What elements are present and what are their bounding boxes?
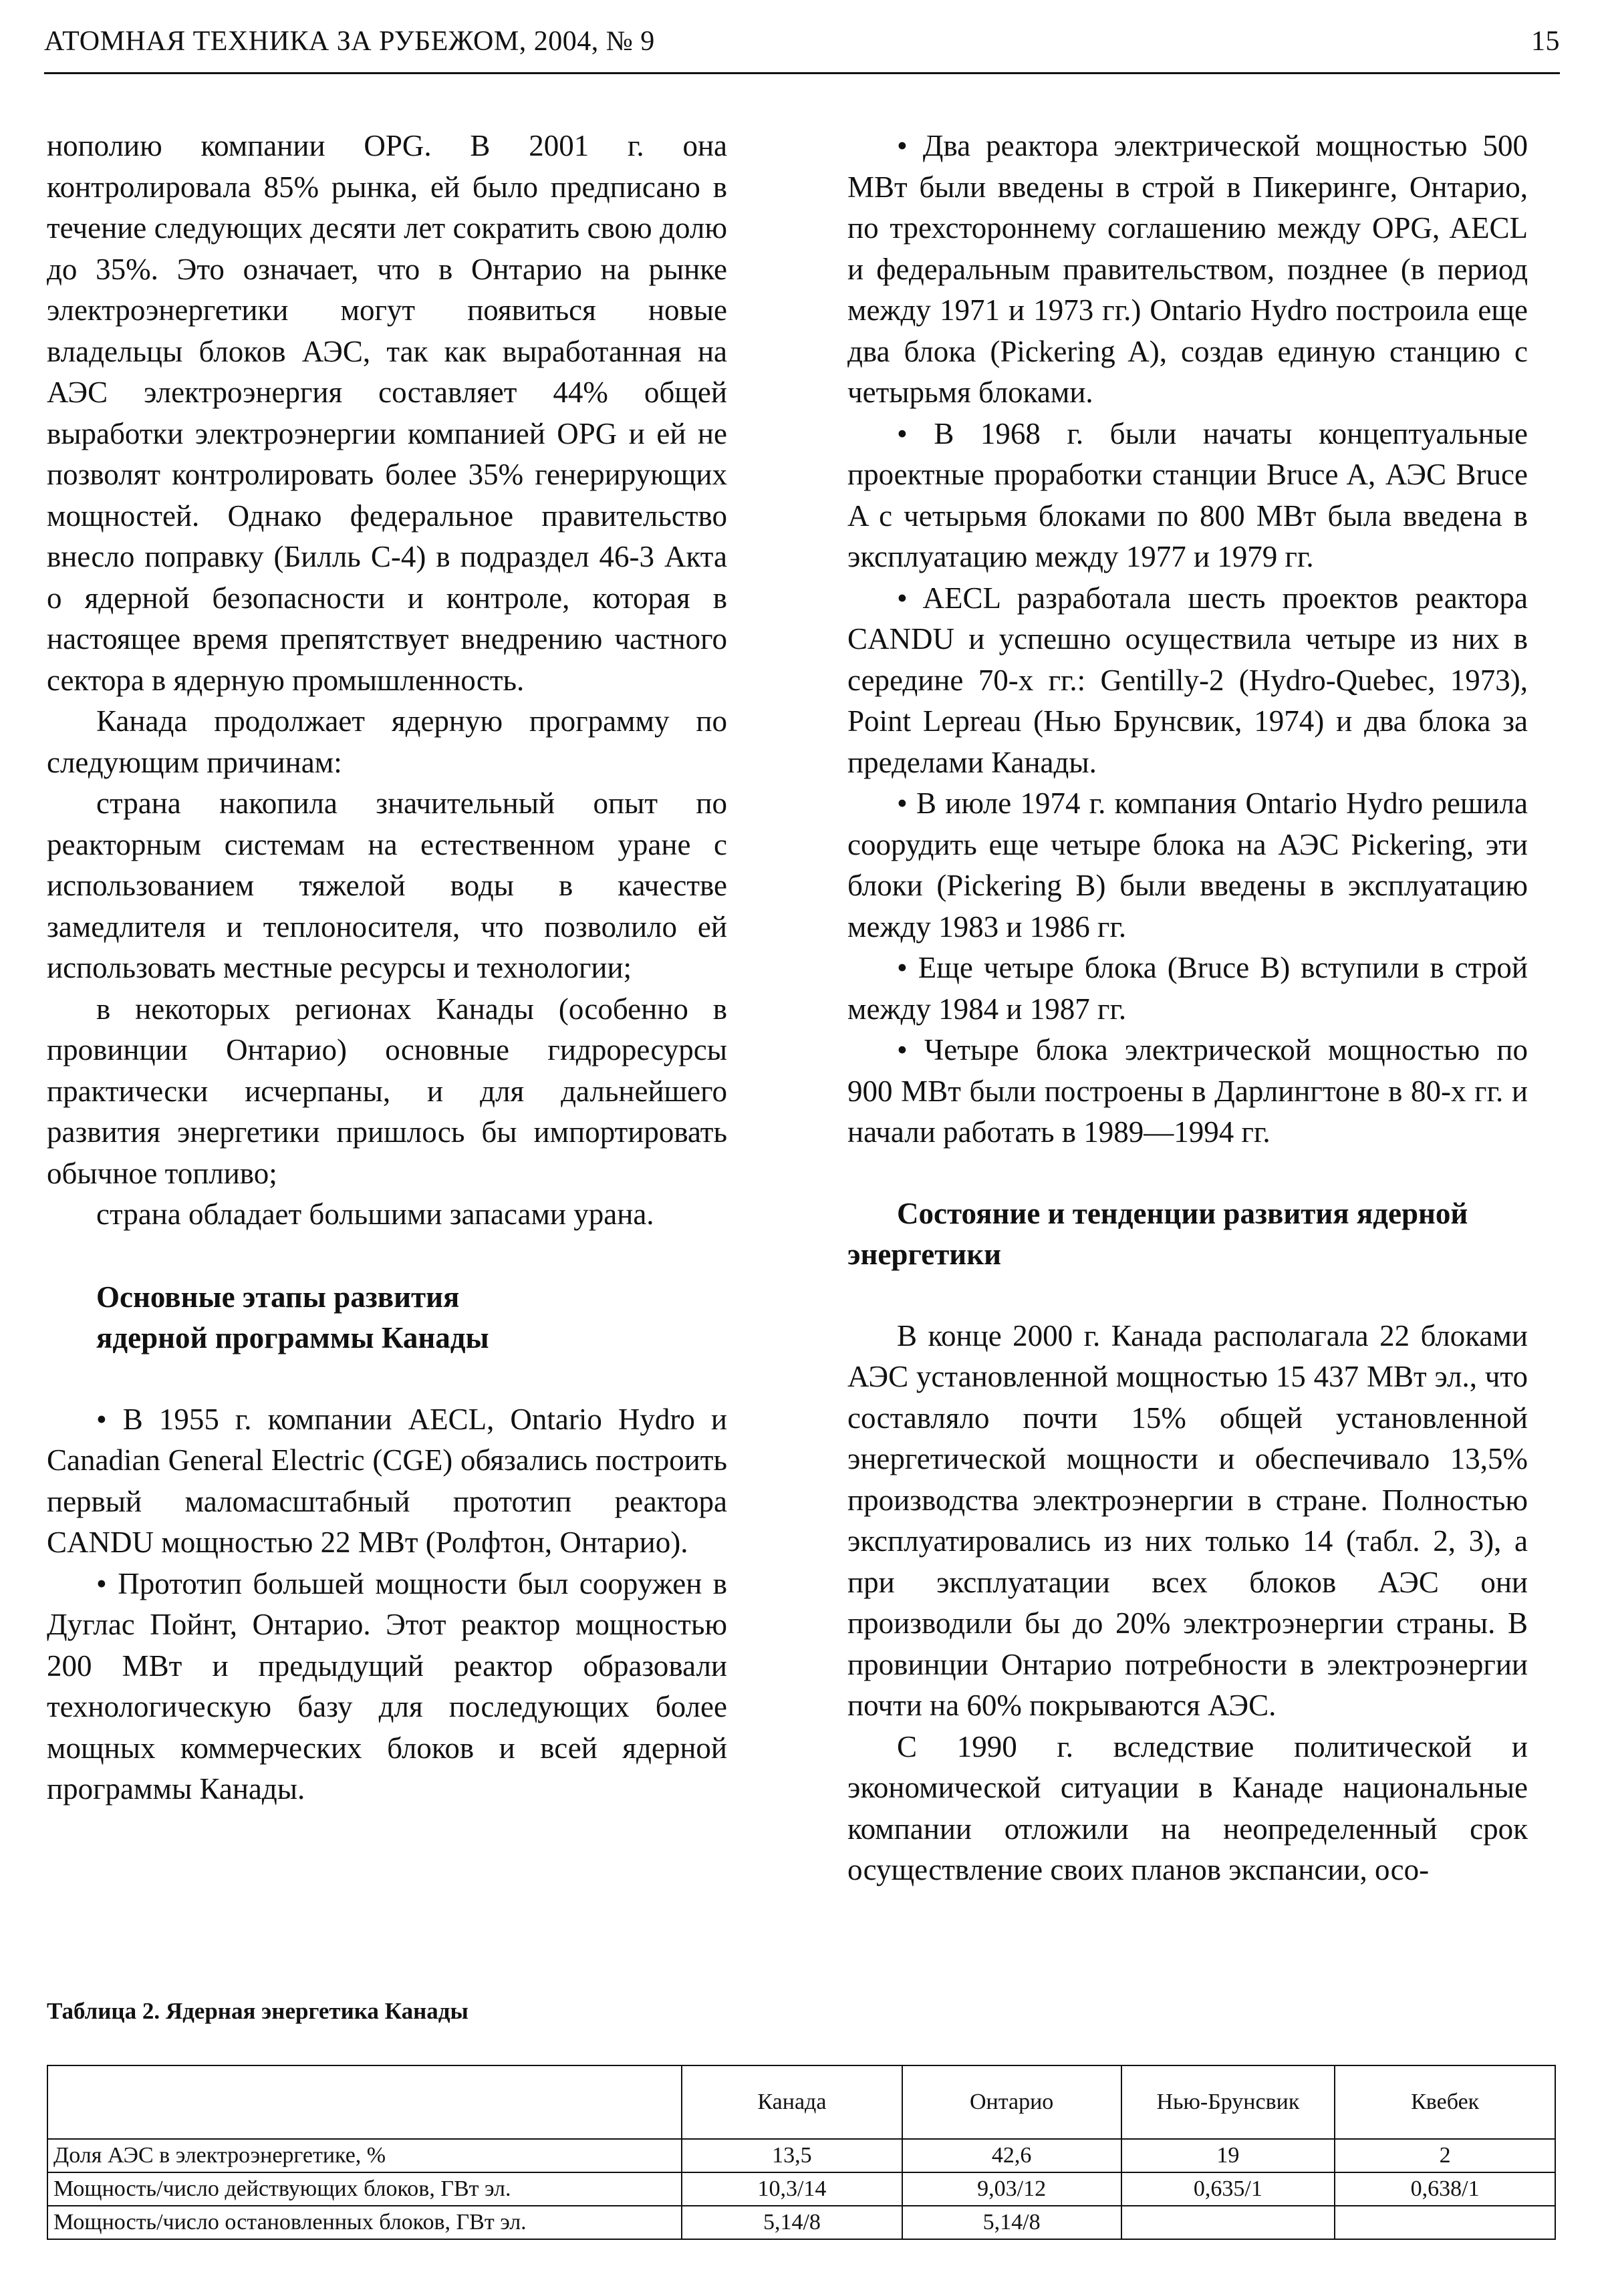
paragraph: нополию компании OPG. В 2001 г. она контролировала 85% рынка, ей было предписано в течение следующих десяти лет сократить свою долю до 35%. Это означает, что в Онтарио на рынке электроэнергетики могут появиться новые владельцы блоков АЭС, так как выработанная на АЭС электроэнергия составляет 44% общей выработки электроэнергии компанией OPG и ей не позволят контролировать более 35% генерирующих мощностей. Однако федеральное правительство внесло поправку (Билль С-4) в подраздел 46-3 Акта о ядерной безопасности и контроле, которая в настоящее время препятствует внедрению частного сектора в ядерную промышленность.	[47, 129, 727, 697]
table-cell: 5,14/8	[682, 2206, 902, 2239]
running-header	[44, 25, 1560, 74]
table-caption: Таблица 2. Ядерная энергетика Канады	[47, 1998, 469, 2024]
section-heading-line: ядерной программы Канады	[96, 1321, 489, 1354]
section-heading-line: Основные этапы развития	[96, 1280, 460, 1314]
bullet-item: • Два реактора электрической мощностью 500 МВт были введены в строй в Пикеринге, Онтарио, по трехстороннему соглашению между OPG, AECL и федеральным правительством, позднее (в период между 1971 и 1973 гг.) Ontario Hydro построила еще два блока (Pickering A), создав единую станцию с четырьмя блоками.	[847, 129, 1528, 409]
page-number: 15	[1531, 26, 1560, 57]
table-cell	[1335, 2206, 1555, 2239]
right-column	[847, 126, 1528, 1891]
row-label: Доля АЭС в электроэнергетике, %	[47, 2139, 682, 2172]
bullet-item: • AECL разработала шесть проектов реактора CANDU и успешно осуществила четыре из них в середине 70-х гг.: Gentilly-2 (Hydro-Quebec, 1973), Point Lepreau (Нью Брунсвик, 1974) и два блока за пределами Канады.	[847, 581, 1528, 779]
table-cell: 5,14/8	[902, 2206, 1121, 2239]
left-column	[47, 126, 727, 1810]
table-cell: 19	[1121, 2139, 1335, 2172]
list-item: страна накопила значительный опыт по реакторным системам на естественном уране с использованием тяжелой воды в качестве замедлителя и теплоносителя, что позволило ей использовать местные ресурсы и технологии;	[47, 786, 727, 984]
table-cell: 10,3/14	[682, 2172, 902, 2206]
paragraph: Канада продолжает ядерную программу по следующим причинам:	[47, 704, 727, 779]
list-item: в некоторых регионах Канады (особенно в провинции Онтарио) основные гидроресурсы практически исчерпаны, и для дальнейшего развития энергетики пришлось бы импортировать обычное топливо;	[47, 992, 727, 1190]
header-cell	[47, 2065, 682, 2139]
bullet-item: • Еще четыре блока (Bruce B) вступили в строй между 1984 и 1987 гг.	[847, 951, 1528, 1026]
table-cell: 42,6	[902, 2139, 1121, 2172]
bullet-item: • В июле 1974 г. компания Ontario Hydro решила соорудить еще четыре блока на АЭС Pickering, эти блоки (Pickering B) были введены в эксплуатацию между 1983 и 1986 гг.	[847, 786, 1528, 944]
table-cell: 0,635/1	[1121, 2172, 1335, 2206]
paragraph: В конце 2000 г. Канада располагала 22 блоками АЭС установленной мощностью 15 437 МВт эл., что составляло почти 15% общей установленной энергетической мощности и обеспечивало 13,5% производства электроэнергии в стране. Полностью эксплуатировались из них только 14 (табл. 2, 3), а при эксплуатации всех блоков АЭС они производили бы до 20% электроэнергии страны. В провинции Онтарио потребности в электроэнергии почти на 60% покрываются АЭС.	[847, 1318, 1528, 1722]
header-cell: Канада	[682, 2065, 902, 2139]
bullet-item: • В 1968 г. были начаты концептуальные проектные проработки станции Bruce A, АЭС Bruce A с четырьмя блоками по 800 МВт была введена в эксплуатацию между 1977 и 1979 гг.	[847, 416, 1528, 573]
header-cell: Онтарио	[902, 2065, 1121, 2139]
row-label: Мощность/число остановленных блоков, ГВт эл.	[47, 2206, 682, 2239]
bullet-item: • Четыре блока электрической мощностью по 900 МВт были построены в Дарлингтоне в 80-х гг. и начали работать в 1989—1994 гг.	[847, 1033, 1528, 1149]
table-cell: 13,5	[682, 2139, 902, 2172]
section-heading-line: энергетики	[847, 1238, 1002, 1271]
header-cell: Квебек	[1335, 2065, 1555, 2139]
table-cell	[1121, 2206, 1335, 2239]
bullet-item: • В 1955 г. компании AECL, Ontario Hydro и Canadian General Electric (CGE) обязались построить первый маломасштабный прототип реактора CANDU мощностью 22 МВт (Ролфтон, Онтарио).	[47, 1402, 727, 1559]
paragraph: С 1990 г. вследствие политической и экономической ситуации в Канаде национальные компании отложили на неопределенный срок осуществление своих планов экспансии, осо-	[847, 1729, 1528, 1886]
row-label: Мощность/число действующих блоков, ГВт эл.	[47, 2172, 682, 2206]
table-row	[47, 2206, 1555, 2239]
section-heading-line: Состояние и тенденции развития ядерной	[897, 1196, 1468, 1230]
data-table	[47, 2065, 1556, 2240]
journal-title: АТОМНАЯ ТЕХНИКА ЗА РУБЕЖОМ, 2004, № 9	[44, 26, 655, 57]
table-cell: 0,638/1	[1335, 2172, 1555, 2206]
bullet-item: • Прототип большей мощности был сооружен в Дуглас Пойнт, Онтарио. Этот реактор мощностью 200 МВт и предыдущий реактор образовали технологическую базу для последующих более мощных коммерческих блоков и всей ядерной программы Канады.	[47, 1566, 727, 1806]
table-row	[47, 2139, 1555, 2172]
table-row	[47, 2172, 1555, 2206]
header-cell: Нью-Брунсвик	[1121, 2065, 1335, 2139]
list-item: страна обладает большими запасами урана.	[96, 1197, 654, 1231]
table-header-row	[47, 2065, 1555, 2139]
table-cell: 9,03/12	[902, 2172, 1121, 2206]
table-cell: 2	[1335, 2139, 1555, 2172]
